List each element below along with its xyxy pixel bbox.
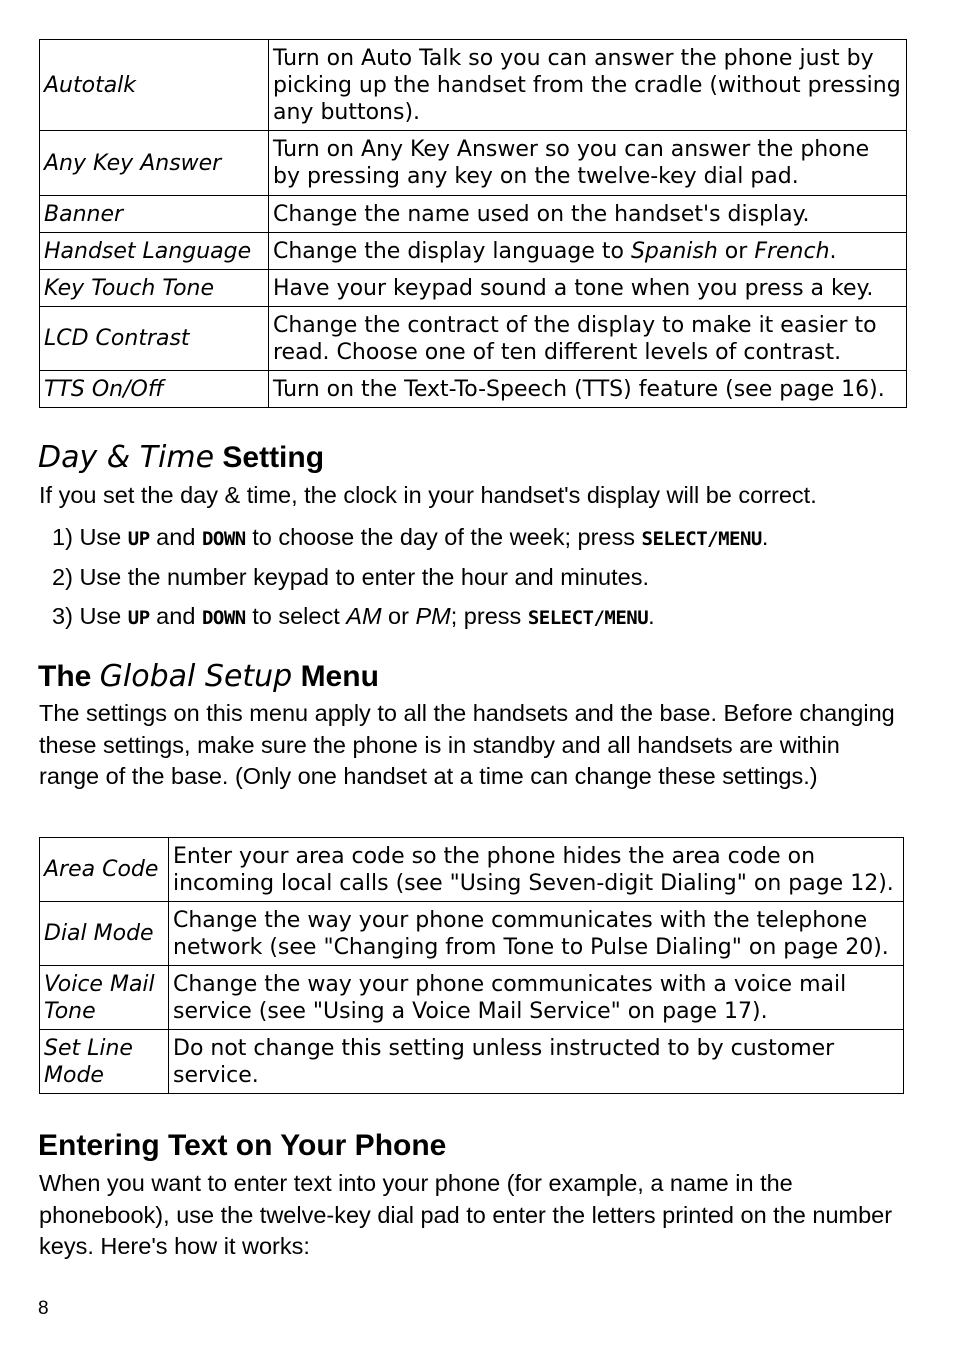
desc-emphasis: Spanish [630,238,718,264]
setting-description [269,233,907,270]
step-text: or [381,603,416,629]
global-setup-table [39,837,904,1094]
setting-description: Change the contract of the display to make it easier to read. Choose one of ten different levels of contrast. [269,307,907,371]
table-row [40,838,904,902]
step-text: ; press [450,603,528,629]
step-2 [52,564,649,591]
setting-description: Change the way your phone communicates with the telephone network (see "Changing from Tone to Pulse Dialing" on page 20). [169,902,904,966]
table-row [40,307,907,371]
table-row [40,196,907,233]
setting-name: Voice Mail Tone [40,966,169,1030]
step-emphasis: PM [415,603,451,629]
heading-bold: Setting [214,441,325,474]
setting-name: TTS On/Off [40,371,269,408]
setting-name: Banner [40,196,269,233]
setting-name: Autotalk [40,40,269,131]
section-heading-entering-text: Entering Text on Your Phone [38,1129,447,1162]
handset-setup-table [39,39,907,408]
key-label-down: DOWN [201,528,246,550]
section-heading-global-setup [38,659,379,694]
step-3 [52,603,655,630]
step-number: 2) [52,564,73,590]
step-text: Use [79,524,128,550]
setting-name: LCD Contrast [40,307,269,371]
table-row [40,233,907,270]
table-row [40,902,904,966]
setting-name: Handset Language [40,233,269,270]
step-number: 1) [52,524,73,550]
desc-text: or [717,238,755,264]
day-time-intro: If you set the day & time, the clock in your handset's display will be correct. [39,482,817,508]
setting-description: Do not change this setting unless instructed to by customer service. [169,1030,904,1094]
step-text: and [149,524,202,550]
step-number: 3) [52,603,73,629]
global-setup-intro: The settings on this menu apply to all the handsets and the base. Before changing these settings, make sure the phone is in standby and all handsets are within range of the base. (Only one handset at a time can change these settings.) [39,700,895,789]
key-label-select-menu: SELECT/MENU [527,607,649,629]
setting-name: Dial Mode [40,902,169,966]
step-text: Use the number keypad to enter the hour and minutes. [79,564,650,590]
key-label-up: UP [127,607,150,629]
desc-emphasis: French [754,238,830,264]
desc-text: Change the display language to [273,238,631,264]
table-row [40,966,904,1030]
table-row [40,270,907,307]
desc-text: . [829,238,837,264]
key-label-select-menu: SELECT/MENU [641,528,762,550]
heading-italic: Global Setup [99,659,293,694]
table-row [40,131,907,196]
page-number: 8 [38,1298,49,1319]
table-row [40,371,907,408]
entering-text-intro: When you want to enter text into your phone (for example, a name in the phonebook), use the twelve-key dial pad to enter the letters printed on the number keys. Here's how it works: [39,1170,893,1259]
setting-name: Area Code [40,838,169,902]
setting-description: Turn on the Text-To-Speech (TTS) feature (see page 16). [269,371,907,408]
table-row [40,40,907,131]
step-text: and [149,603,202,629]
section-heading-day-time [38,440,324,475]
step-text: to choose the day of the week; press [245,524,642,550]
setting-description: Enter your area code so the phone hides the area code on incoming local calls (see "Using Seven-digit Dialing" on page 12). [169,838,904,902]
table-row [40,1030,904,1094]
setting-name: Key Touch Tone [40,270,269,307]
heading-italic: Day & Time [38,440,215,475]
setting-description: Change the name used on the handset's display. [269,196,907,233]
heading-bold: Menu [292,660,379,693]
setting-description: Have your keypad sound a tone when you press a key. [269,270,907,307]
key-label-up: UP [127,528,150,550]
setting-description: Turn on Auto Talk so you can answer the phone just by picking up the handset from the cradle (without pressing any buttons). [269,40,907,131]
setting-description: Change the way your phone communicates with a voice mail service (see "Using a Voice Mail Service" on page 17). [169,966,904,1030]
step-text: . [761,524,769,550]
step-text: . [648,603,655,629]
setting-name: Any Key Answer [40,131,269,196]
setting-name: Set Line Mode [40,1030,169,1094]
step-text: to select [245,603,347,629]
step-emphasis: AM [346,603,382,629]
step-text: Use [79,603,128,629]
key-label-down: DOWN [201,607,246,629]
step-1 [52,524,768,551]
heading-bold: The [38,660,100,693]
setting-description: Turn on Any Key Answer so you can answer the phone by pressing any key on the twelve-key dial pad. [269,131,907,196]
